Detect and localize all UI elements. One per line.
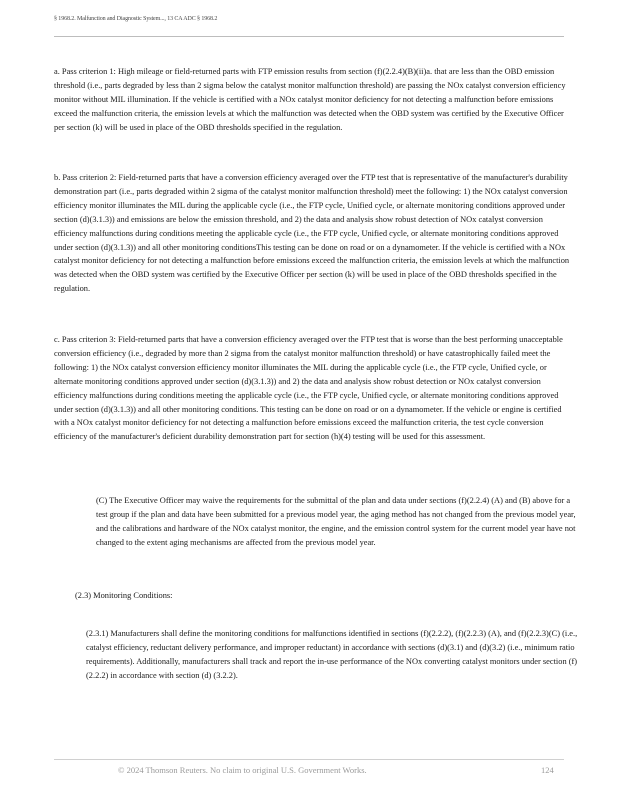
monitoring-conditions-paragraph: (2.3.1) Manufacturers shall define the monitoring conditions for malfunctions identified in sections (f)(2.2.2), (f)(2.2.3) (A), and (f)(2.2.3)(C) (i.e., catalyst efficiency, reductant delivery performance, and improper reductant) in accordance with sections (d)(3.1) and (d)(3.2) (i.e., minimum ratio requirements). Additionally, manufacturers shall track and report the in-use performance of the NOx converting catalyst monitors under section (f)(2.2.2) in accordance with section (d) (3.2.2). [86,629,578,680]
pass-criterion-2-paragraph: b. Pass criterion 2: Field-returned parts that have a conversion efficiency averaged over the FTP test that is representative of the manufacturer's durability demonstration part (i.e., parts degraded within 2 sigma of the catalyst monitor malfunction threshold) meet the following: 1) the NOx catalyst conversion efficiency monitor illuminates the MIL during the applicable cycle (i.e., the FTP cycle, Unified cycle, or alternate monitoring conditions approved under section (d)(3.1.3)) and emissions are below the emission threshold, and 2) the data and analysis show robust detection of NOx catalyst conversion efficiency malfunctions during conditions meeting the applicable cycle (i.e., the FTP cycle, Unified cycle, or alternate monitoring conditions approved under section (d)(3.1.3)) and all other monitoring conditionsThis testing can be done on road or on a dynamometer. If the vehicle is certified with a NOx catalyst monitor deficiency for not detecting a malfunction before emissions exceed the malfunction criteria, the emission levels at which the malfunction was detected when the OBD system was certified by the Executive Officer per section (k) will be used in place of the OBD thresholds specified in the regulation. [54,173,570,294]
pass-criterion-3-paragraph: c. Pass criterion 3: Field-returned parts that have a conversion efficiency averaged over the FTP test that is worse than the best performing unacceptable conversion efficiency (i.e., degraded by more than 2 sigma from the catalyst monitor malfunction threshold) or have catastrophically failed meet the following: 1) the NOx catalyst conversion efficiency monitor illuminates the MIL during the applicable cycle (i.e., the FTP cycle, Unified cycle, or alternate monitoring conditions approved under section (d)(3.1.3)) and 2) the data and analysis show robust detection or NOx catalyst conversion efficiency malfunctions during conditions meeting the applicable cycle (i.e., the FTP cycle, Unified cycle, or alternate monitoring conditions approved under section (d)(3.1.3)) and all other monitoring conditions. This testing can be done on road or on a dynamometer. If the vehicle or engine is certified with a NOx catalyst monitor deficiency for not detecting a malfunction before emissions exceed the malfunction criteria, the test cycle conversion efficiency of the manufacturer's deficient durability demonstration part for section (h)(4) testing will be used for this assessment. [54,335,563,442]
waiver-paragraph: (C) The Executive Officer may waive the requirements for the submittal of the plan and data under sections (f)(2.2.4) (A) and (B) above for a test group if the plan and data have been submitted for a previous model year, the aging method has not changed from the previous model year, and the calibrations and hardware of the NOx catalyst monitor, the engine, and the emission control system for the current model year have not changed to the extent aging mechanisms are affected from the previous model year. [96,496,576,547]
running-header: § 1968.2. Malfunction and Diagnostic System..., 13 CA ADC § 1968.2 [54,16,218,22]
header-divider [54,36,564,37]
page-number: 124 [541,765,554,775]
footer-divider [54,759,564,760]
monitoring-conditions-heading: (2.3) Monitoring Conditions: [75,591,173,600]
footer-copyright: © 2024 Thomson Reuters. No claim to original U.S. Government Works. [118,765,367,775]
pass-criterion-1-paragraph: a. Pass criterion 1: High mileage or field-returned parts with FTP emission results from section (f)(2.2.4)(B)(ii)a. that are less than the OBD emission threshold (i.e., parts degraded by less than 2 sigma below the catalyst monitor malfunction threshold) are passing the NOx catalyst conversion efficiency monitor without MIL illumination. If the vehicle is certified with a NOx catalyst monitor deficiency for not detecting a malfunction before emissions exceed the malfunction criteria, the emission levels at which the malfunction was detected when the OBD system was certified by the Executive Officer per section (k) will be used in place of the OBD thresholds specified in the regulation. [54,67,566,132]
